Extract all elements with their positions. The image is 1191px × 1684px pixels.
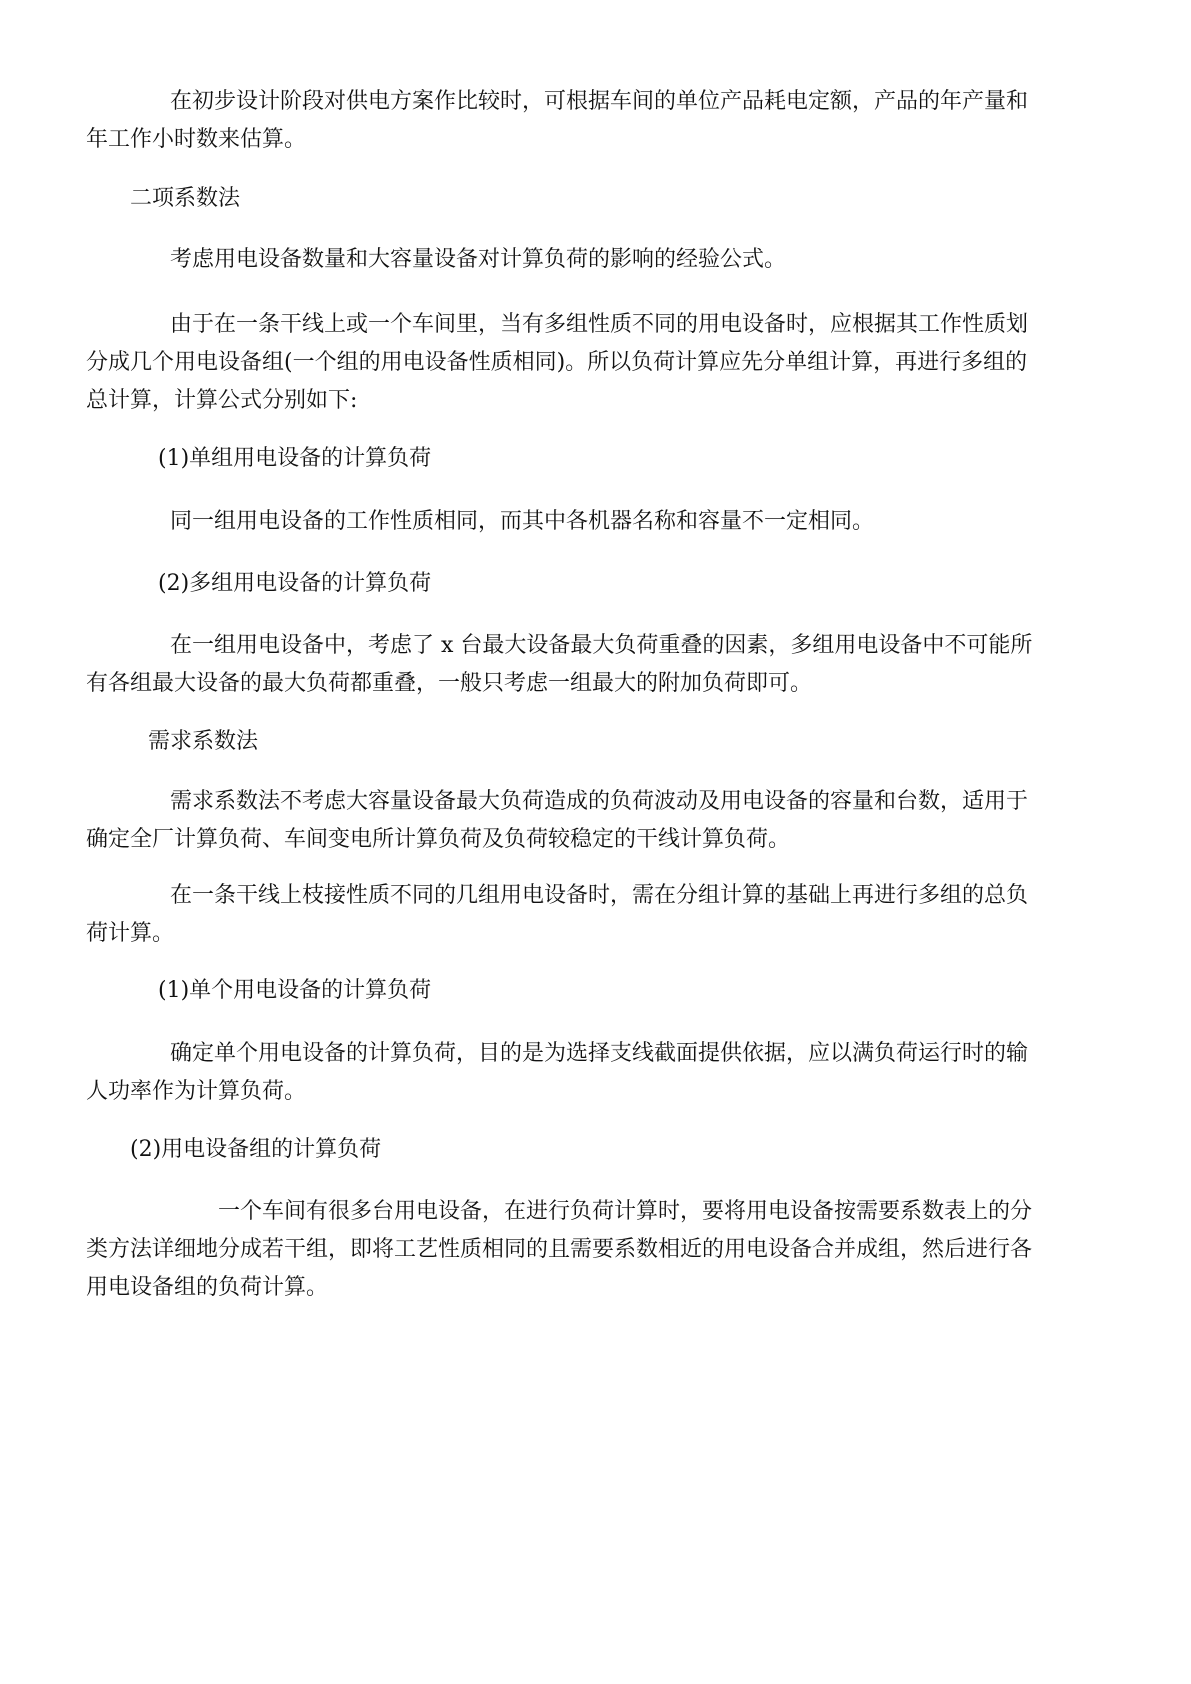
section-heading-binomial bbox=[86, 180, 1106, 218]
subheading-single-group bbox=[86, 440, 1106, 478]
paragraph-multi-group bbox=[86, 627, 1106, 703]
paragraph-single-device bbox=[86, 1035, 1106, 1111]
paragraph-estimation bbox=[86, 83, 1106, 159]
text-line: 总计算，计算公式分别如下: bbox=[86, 388, 358, 413]
text-line: 用电设备组的负荷计算。 bbox=[86, 1275, 329, 1300]
text-line: 同一组用电设备的工作性质相同，而其中各机器名称和容量不一定相同。 bbox=[170, 509, 875, 534]
heading-text: (2)多组用电设备的计算负荷 bbox=[158, 571, 432, 596]
text-line: 考虑用电设备数量和大容量设备对计算负荷的影响的经验公式。 bbox=[170, 247, 787, 272]
text-line: 在一条干线上枝接性质不同的几组用电设备时，需在分组计算的基础上再进行多组的总负 bbox=[170, 883, 1029, 908]
text-line: 一个车间有很多台用电设备，在进行负荷计算时，要将用电设备按需要系数表上的分 bbox=[218, 1199, 1033, 1224]
heading-text: (2)用电设备组的计算负荷 bbox=[130, 1137, 382, 1162]
text-line: 荷计算。 bbox=[86, 921, 175, 946]
heading-text: 需求系数法 bbox=[148, 729, 259, 754]
text-line: 分成几个用电设备组(一个组的用电设备性质相同)。所以负荷计算应先分单组计算，再进行多组的 bbox=[86, 350, 1028, 375]
text-line: 确定单个用电设备的计算负荷，目的是为选择支线截面提供依据，应以满负荷运行时的输 bbox=[170, 1041, 1029, 1066]
paragraph-single-group bbox=[86, 503, 1106, 541]
text-line: 需求系数法不考虑大容量设备最大负荷造成的负荷波动及用电设备的容量和台数，适用于 bbox=[170, 789, 1029, 814]
heading-text: (1)单组用电设备的计算负荷 bbox=[158, 446, 432, 471]
paragraph-demand-branch bbox=[86, 877, 1106, 953]
subheading-multi-group bbox=[86, 565, 1106, 603]
text-line: 确定全厂计算负荷、车间变电所计算负荷及负荷较稳定的干线计算负荷。 bbox=[86, 827, 791, 852]
paragraph-device-group bbox=[86, 1193, 1106, 1307]
text-line: 类方法详细地分成若干组，即将工艺性质相同的且需要系数相近的用电设备合并成组，然后进行各 bbox=[86, 1237, 1033, 1262]
paragraph-binomial-groups bbox=[86, 306, 1106, 420]
paragraph-binomial-intro bbox=[86, 241, 1106, 279]
text-line: 由于在一条干线上或一个车间里，当有多组性质不同的用电设备时，应根据其工作性质划 bbox=[170, 312, 1029, 337]
subheading-device-group bbox=[86, 1131, 1106, 1169]
text-line: 有各组最大设备的最大负荷都重叠，一般只考虑一组最大的附加负荷即可。 bbox=[86, 671, 813, 696]
text-line: 在初步设计阶段对供电方案作比较时，可根据车间的单位产品耗电定额，产品的年产量和 bbox=[170, 89, 1029, 114]
text-line: 年工作小时数来估算。 bbox=[86, 127, 307, 152]
subheading-single-device bbox=[86, 972, 1106, 1010]
paragraph-demand-intro bbox=[86, 783, 1106, 859]
heading-text: 二项系数法 bbox=[130, 186, 241, 211]
text-line: 人功率作为计算负荷。 bbox=[86, 1079, 307, 1104]
section-heading-demand bbox=[86, 723, 1106, 761]
heading-text: (1)单个用电设备的计算负荷 bbox=[158, 978, 432, 1003]
text-line: 在一组用电设备中，考虑了 x 台最大设备最大负荷重叠的因素，多组用电设备中不可能所 bbox=[170, 633, 1033, 658]
